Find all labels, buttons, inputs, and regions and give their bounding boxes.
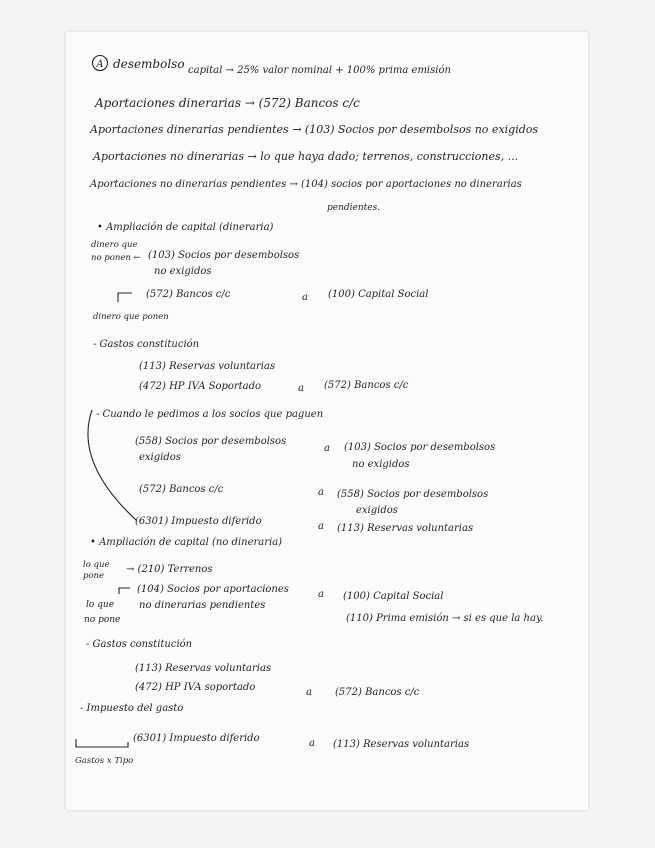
line-aportaciones-dinerarias: Aportaciones dinerarias → (572) Bancos c/c [95,96,360,110]
entry-572-bancos-2: (572) Bancos c/c [324,380,409,391]
entry-472-iva-2: (472) HP IVA soportado [135,682,256,693]
line-pendientes: pendientes. [327,203,381,213]
note-no-ponen: no ponen ← [91,253,141,263]
entry-a-1: a [302,292,308,303]
entry-a-6: a [318,589,324,600]
entry-a-7: a [306,687,312,698]
entry-113-reservas-1: (113) Reservas voluntarias [139,361,276,372]
section-gastos-2: - Gastos constitución [86,639,193,650]
entry-572-bancos-4: (572) Bancos c/c [335,687,420,698]
section-ampliacion-dineraria: • Ampliación de capital (dineraria) [97,222,274,233]
entry-558-socios-2: (558) Socios por desembolsos [337,489,489,500]
entry-103-socios-2: (103) Socios por desembolsos [344,442,496,453]
entry-113-reservas-2: (113) Reservas voluntarias [337,523,474,534]
line-no-dinerarias-pendientes: Aportaciones no dinerarias pendientes → (104) socios por aportaciones no dinerarias [90,179,522,190]
entry-104-no-dinerarias: no dinerarias pendientes [139,600,266,611]
notebook-page [66,32,588,810]
section-impuesto-gasto: - Impuesto del gasto [80,703,184,714]
note-dinero-que-ponen: dinero que ponen [93,312,169,322]
note-lo-que-2: lo que [86,600,115,610]
entry-100-capital: (100) Capital Social [328,289,429,300]
hook-arrow-icon [117,585,131,595]
entry-472-iva-1: (472) HP IVA Soportado [139,381,262,392]
curly-arc-icon [80,402,142,526]
note-lo-que: lo que [83,560,110,570]
entry-210-terrenos: → (210) Terrenos [126,564,213,575]
note-dinero-que: dinero que [91,240,138,250]
entry-a-5: a [318,521,324,532]
circled-a-icon [91,54,109,72]
entry-a-2: a [298,383,304,394]
entry-558-socios: (558) Socios por desembolsos [135,436,287,447]
note-pone: pone [83,571,105,581]
section-ampliacion-no-dineraria: • Ampliación de capital (no dineraria) [90,537,283,548]
entry-6301-impuesto: (6301) Impuesto diferido [135,516,262,527]
entry-104-socios: (104) Socios por aportaciones [137,584,289,595]
section-gastos-1: - Gastos constitución [93,339,200,350]
section-cuando-pedimos: - Cuando le pedimos a los socios que paguen [96,409,324,420]
entry-103-no-exigidos: no exigidos [154,266,212,277]
entry-a-4: a [318,487,324,498]
entry-6301-impuesto-2: (6301) Impuesto diferido [133,733,260,744]
entry-558-exigidos-2: exigidos [356,505,398,516]
line-aportaciones-dinerarias-pendientes: Aportaciones dinerarias pendientes → (103) Socios por desembolsos no exigidos [90,123,539,136]
entry-100-capital-2: (100) Capital Social [343,591,444,602]
entry-110-prima: (110) Prima emisión → si es que la hay. [346,613,544,624]
note-no-pone: no pone [84,615,121,625]
entry-113-reservas-4: (113) Reservas voluntarias [333,739,470,750]
entry-103-no-exigidos-2: no exigidos [352,459,410,470]
circled-a-letter: A [96,59,104,70]
entry-103-socios: (103) Socios por desembolsos [148,250,300,261]
line-aportaciones-no-dinerarias: Aportaciones no dinerarias → lo que haya dado; terrenos, construcciones, ... [93,150,519,163]
bracket-icon [116,291,134,303]
entry-572-bancos-3: (572) Bancos c/c [139,484,224,495]
line-capital: capital → 25% valor nominal + 100% prima emisión [188,65,451,76]
entry-558-exigidos: exigidos [139,452,181,463]
underline-bracket-icon [74,738,130,750]
entry-572-bancos: (572) Bancos c/c [146,289,231,300]
entry-a-8: a [309,738,315,749]
line-desembolso: desembolso [113,57,185,71]
note-gastos-tipo: Gastos x Tipo [75,756,134,766]
entry-113-reservas-3: (113) Reservas voluntarias [135,663,272,674]
entry-a-3: a [324,443,330,454]
